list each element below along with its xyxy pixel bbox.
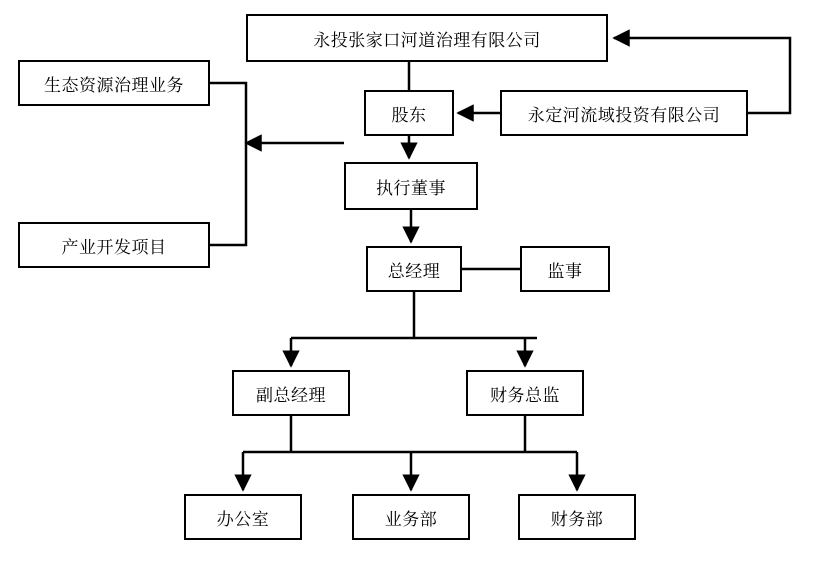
node-label: 总经理 <box>387 261 441 281</box>
node-general-manager <box>366 246 462 292</box>
node-label: 永投张家口河道治理有限公司 <box>313 30 541 50</box>
node-label: 财务总监 <box>490 385 560 405</box>
node-deputy-general-manager <box>232 370 350 416</box>
node-label: 办公室 <box>216 509 270 529</box>
node-label: 生态资源治理业务 <box>44 75 184 95</box>
node-finance-department <box>518 494 636 540</box>
node-label: 业务部 <box>384 509 438 529</box>
node-industry-project <box>18 222 210 268</box>
node-cfo <box>466 370 584 416</box>
node-business-department <box>352 494 470 540</box>
node-office <box>184 494 302 540</box>
node-yongdinghe-investment <box>500 90 748 136</box>
node-company <box>246 14 608 62</box>
node-executive-director <box>344 162 478 210</box>
node-eco-business <box>18 60 210 106</box>
node-supervisor <box>520 246 610 292</box>
node-label: 监事 <box>547 261 583 281</box>
node-label: 股东 <box>391 105 427 125</box>
node-label: 副总经理 <box>256 385 326 405</box>
node-label: 永定河流域投资有限公司 <box>527 105 721 125</box>
node-label: 产业开发项目 <box>61 237 167 257</box>
node-label: 财务部 <box>550 509 604 529</box>
node-shareholder <box>364 90 454 136</box>
node-label: 执行董事 <box>376 178 446 198</box>
